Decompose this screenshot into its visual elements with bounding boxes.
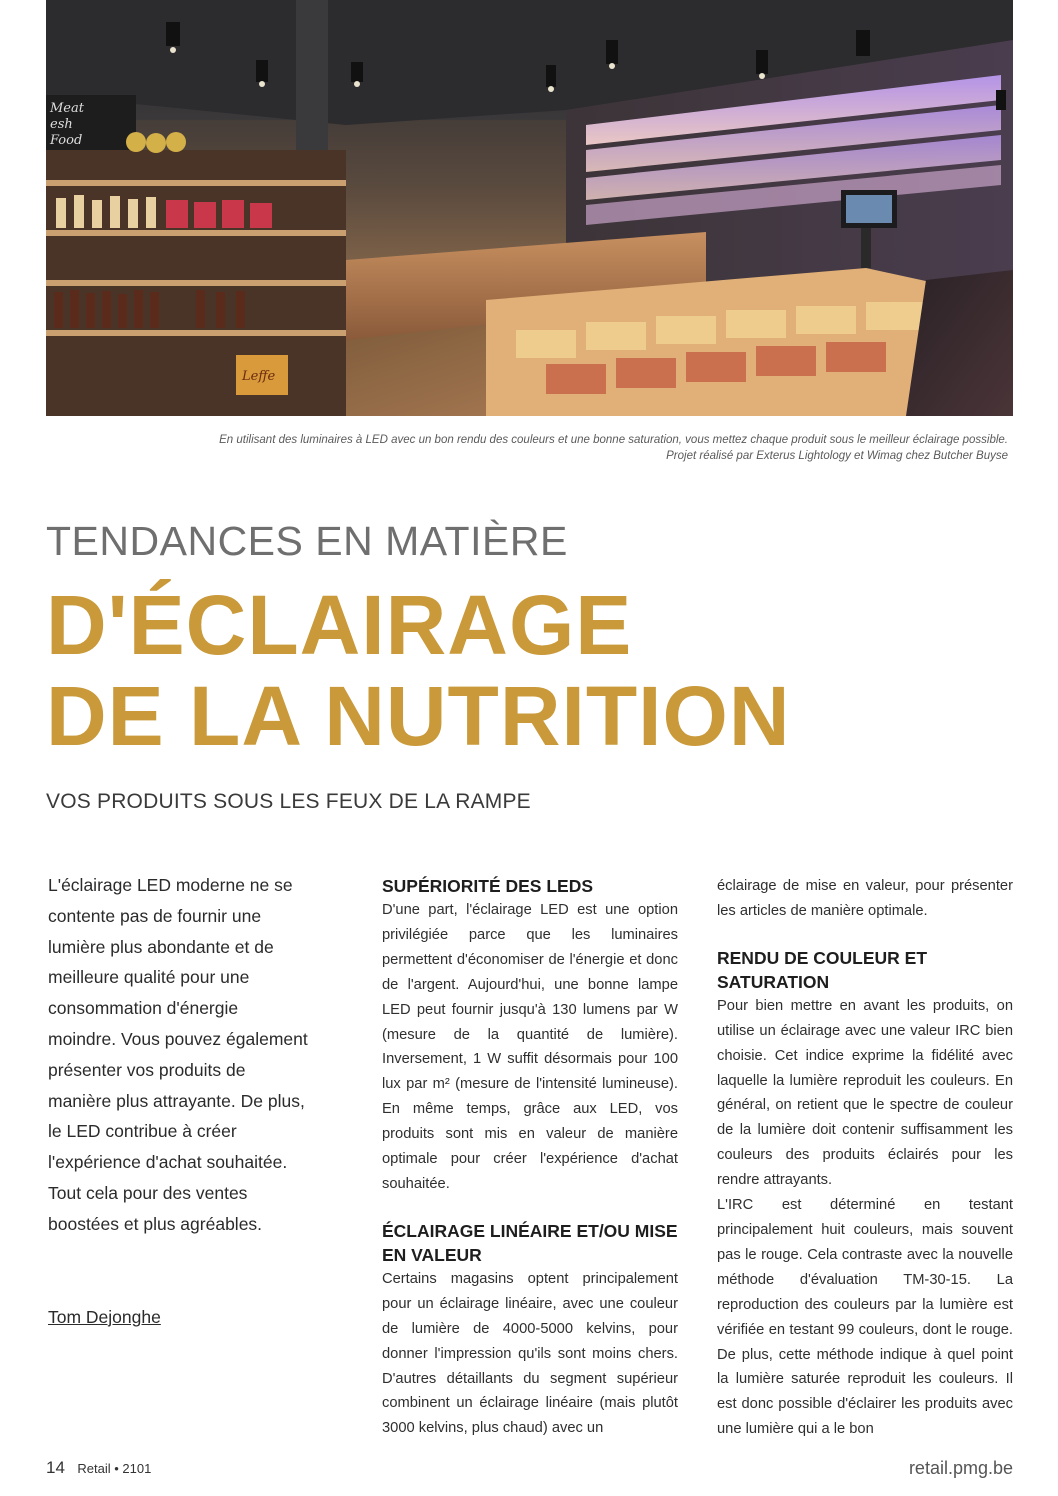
svg-text:Food: Food: [50, 133, 83, 148]
svg-text:Meat: Meat: [50, 101, 84, 116]
svg-text:Leffe: Leffe: [242, 369, 276, 384]
section-2-title: ÉCLAIRAGE LINÉAIRE ET/OU MISE EN VALEUR: [382, 1220, 678, 1265]
article-kicker: TENDANCES EN MATIÈRE: [46, 518, 568, 564]
section-3-text-2: L'IRC est déterminé en testant principalement huit couleurs, mais souvent pas le rouge. Cela contraste avec la nouvelle méthode d'évaluation TM-30-15. La reproduction des couleurs par la lumière est vérifiée en testant 99 couleurs, dont le rouge. De plus, cette méthode indique à quel point la lumière saturée reproduit les couleurs. Il est donc possible d'éclairer les produits avec une lumière qui a le bon: [717, 1197, 1013, 1438]
section-1-title: SUPÉRIORITÉ DES LEDS: [382, 876, 594, 896]
store-photo: [46, 0, 1013, 416]
lead-paragraph: L'éclairage LED moderne ne se contente pas de fournir une lumière plus abondante et de meilleure qualité pour une consommation d'énergie moindre. Vous pouvez également présenter vos produits de manière plus attrayante. De plus, le LED contribue à créer l'expérience d'achat souhaitée. Tout cela pour des ventes boostées et plus agréables.: [48, 875, 308, 1234]
headline-line-1: D'ÉCLAIRAGE: [46, 578, 633, 672]
website-link[interactable]: retail.pmg.be: [908, 1458, 1013, 1478]
section-3-text-1: Pour bien mettre en avant les produits, on utilise un éclairage avec une valeur IRC bien choisie. Cet indice exprime la fidélité avec laquelle la lumière reproduit les couleurs. En général, on retient que le spectre de couleur de la lumière doit contenir suffisamment les couleurs des produits éclairés pour les rendre attrayants.: [717, 997, 1013, 1189]
svg-text:esh: esh: [50, 117, 73, 132]
section-1-text: D'une part, l'éclairage LED est une option privilégiée parce que les luminaires permettent d'économiser de l'énergie et donc de l'argent. Aujourd'hui, une bonne lampe LED peut fournir jusqu'à 130 lumens par W (mesure de la quantité de lumière). Inversement, 1 W suffit désormais pour 100 lux par m² (mesure de l'intensité lumineuse). En même temps, grâce aux LED, vos produits sont mis en valeur de manière optimale pour créer l'expérience d'achat souhaitée.: [382, 902, 678, 1192]
author-link[interactable]: Tom Dejonghe: [48, 1307, 161, 1327]
column-2: [382, 874, 678, 1441]
column-3: [717, 874, 1013, 1442]
footer-left: [46, 1458, 151, 1478]
store-photo-illustration: [46, 0, 1013, 416]
section-2-text: Certains magasins optent principalement pour un éclairage linéaire, avec une couleur de lumière de 4000-5000 kelvins, pour donner l'impression qu'ils sont moins chers. D'autres détaillants du segment supérieur combinent un éclairage linéaire (mais plutôt 3000 kelvins, plus chaud) avec un: [382, 1270, 678, 1437]
headline-line-2: DE LA NUTRITION: [46, 669, 791, 763]
caption-line-1: En utilisant des luminaires à LED avec un bon rendu des couleurs et une bonne saturation, vous mettez chaque produit sous le meilleur éclairage possible.: [219, 434, 1008, 446]
caption-line-2: Projet réalisé par Exterus Lightology et Wimag chez Butcher Buyse: [666, 450, 1008, 462]
section-3-title: RENDU DE COULEUR ET SATURATION: [717, 947, 928, 992]
publication-name: Retail • 2101: [77, 1461, 152, 1476]
article-subhead: VOS PRODUITS SOUS LES FEUX DE LA RAMPE: [46, 790, 531, 813]
article-headline: [46, 580, 791, 762]
section-2-continued: éclairage de mise en valeur, pour présenter les articles de manière optimale.: [717, 878, 1013, 919]
photo-caption: [108, 432, 1008, 464]
page-number: 14: [46, 1458, 65, 1477]
